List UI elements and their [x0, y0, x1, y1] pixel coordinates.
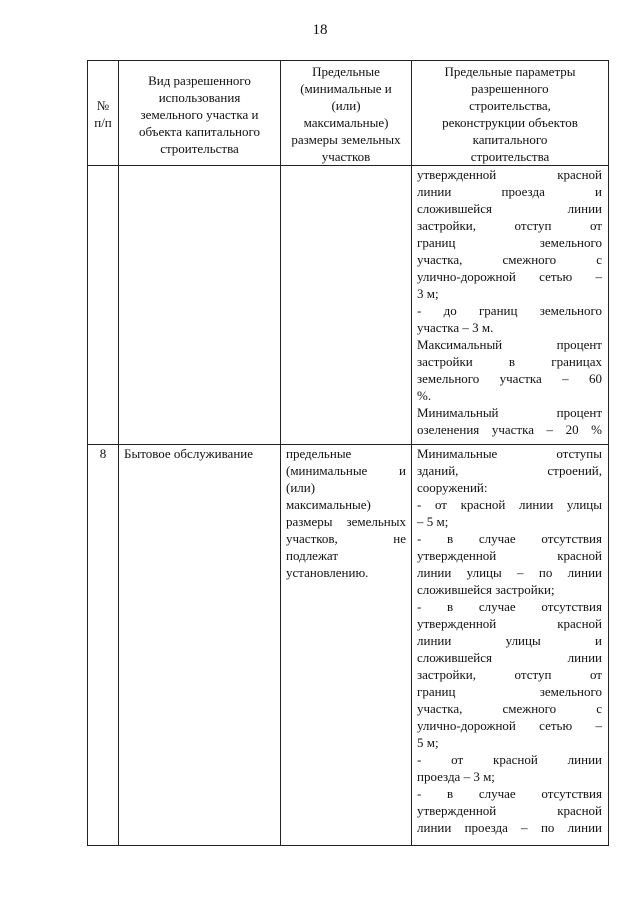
plot-size-line: подлежат [286, 548, 339, 563]
parameter-line: сложившейся линии [417, 650, 602, 665]
parameter-line: участка – 3 м. [417, 320, 494, 335]
header-number [88, 61, 119, 166]
plot-size-line: размеры земельных [286, 514, 406, 529]
parameter-line: - от красной линии [417, 752, 602, 767]
parameter-line: застройки в границах [417, 354, 602, 369]
header-line: (минимальные и [300, 81, 392, 96]
cell-use-kind [119, 445, 281, 846]
parameter-line: участка, смежного с [417, 701, 602, 716]
plot-size-line: установлению. [286, 565, 369, 580]
plot-size-line: максимальные) [286, 497, 371, 512]
parameter-line: Максимальный процент [417, 337, 602, 352]
table-row-continued [88, 166, 609, 445]
plot-size-line: участков, не [286, 531, 406, 546]
header-line: Предельные [312, 64, 380, 79]
header-line: участков [321, 149, 371, 164]
parameter-line: озеленения участка – 20 % [417, 422, 602, 437]
page-number: 18 [312, 22, 328, 38]
parameter-line: линии проезда и [417, 184, 602, 199]
table-row-8 [88, 445, 609, 846]
cell-plot-sizes [281, 166, 412, 445]
land-use-regulations-table [87, 60, 609, 846]
header-line: размеры земельных [291, 132, 401, 147]
header-use-kind [119, 61, 281, 166]
parameter-line: - в случае отсутствия [417, 599, 602, 614]
cell-number [88, 445, 119, 846]
parameter-line: - в случае отсутствия [417, 531, 602, 546]
header-line: п/п [94, 115, 112, 130]
header-line: разрешенного [471, 81, 549, 96]
parameter-line: линии улицы – по линии [417, 565, 602, 580]
parameter-line: границ земельного [417, 684, 602, 699]
header-line: строительства [470, 149, 550, 164]
cell-use-kind [119, 166, 281, 445]
plot-size-line: (или) [286, 480, 316, 495]
header-line: земельного участка и [140, 106, 259, 122]
cell-number [88, 166, 119, 445]
parameter-line: застройки, отступ от [417, 218, 602, 233]
parameter-line: %. [417, 388, 432, 403]
parameter-line: Минимальный процент [417, 405, 602, 420]
parameter-line: утвержденной красной [417, 167, 602, 182]
table-header-row [88, 61, 609, 166]
parameter-line: улично-дорожной сетью – [417, 269, 602, 284]
parameter-line: линии проезда – по линии [417, 820, 602, 835]
parameter-line: земельного участка – 60 [417, 371, 602, 386]
parameter-line: сооружений: [417, 480, 488, 495]
parameter-line: - от красной линии улицы [417, 497, 602, 512]
header-line: реконструкции объектов [442, 115, 578, 130]
parameter-line: улично-дорожной сетью – [417, 718, 602, 733]
parameter-line: 5 м; [417, 735, 439, 750]
parameter-line: границ земельного [417, 235, 602, 250]
parameter-line: утвержденной красной [417, 548, 602, 563]
parameter-line: сложившейся линии [417, 201, 602, 216]
parameter-line: застройки, отступ от [417, 667, 602, 682]
row-number: 8 [99, 446, 107, 461]
header-line: (или) [331, 98, 361, 113]
header-line: Предельные параметры [444, 64, 576, 79]
parameter-line: 3 м; [417, 286, 439, 301]
use-kind-text: Бытовое обслуживание [124, 446, 253, 461]
header-line: капитального [472, 132, 548, 147]
cell-plot-sizes [281, 445, 412, 846]
cell-construction-parameters [412, 445, 609, 846]
header-line: использования [158, 89, 241, 105]
header-plot-sizes [281, 61, 412, 166]
header-construction-parameters [412, 61, 609, 166]
parameter-line: сложившейся застройки; [417, 582, 555, 597]
header-line: Вид разрешенного [148, 72, 251, 88]
header-line: максимальные) [303, 115, 389, 130]
plot-size-line: (минимальные и [286, 463, 406, 478]
parameter-line: утвержденной красной [417, 616, 602, 631]
parameter-line: - в случае отсутствия [417, 786, 602, 801]
header-line: № [96, 98, 110, 113]
parameter-line: линии улицы и [417, 633, 602, 648]
cell-construction-parameters [412, 166, 609, 445]
parameter-line: проезда – 3 м; [417, 769, 495, 784]
header-line: объекта капитального [138, 123, 261, 139]
parameter-line: - до границ земельного [417, 303, 602, 318]
header-line: строительства [160, 140, 239, 156]
parameter-line: утвержденной красной [417, 803, 602, 818]
parameter-line: – 5 м; [417, 514, 449, 529]
header-line: строительства, [469, 98, 551, 113]
parameter-line: зданий, строений, [417, 463, 602, 478]
plot-size-line: предельные [286, 446, 352, 461]
parameter-line: участка, смежного с [417, 252, 602, 267]
parameter-line: Минимальные отступы [417, 446, 602, 461]
